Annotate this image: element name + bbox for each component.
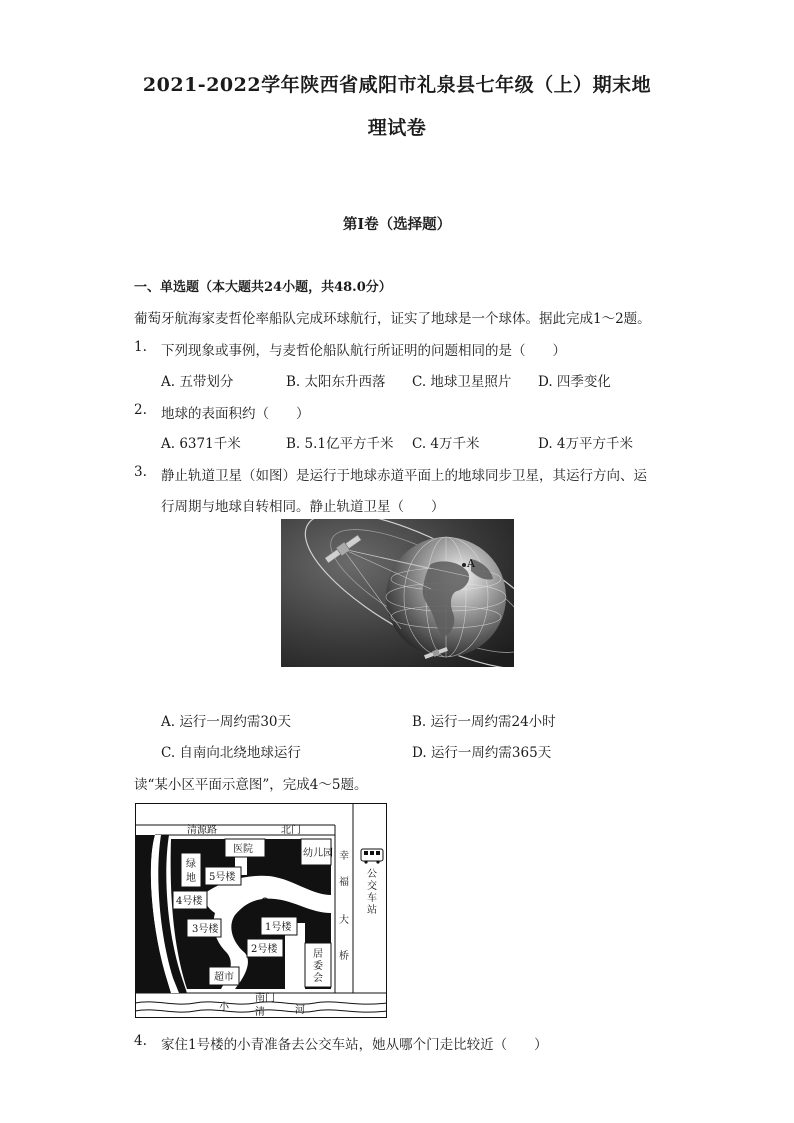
label-fountain: 中心喷泉 <box>245 883 285 894</box>
label-market: 超市 <box>214 972 234 983</box>
question-number: 3. <box>134 464 147 480</box>
label-committee-3: 会 <box>313 973 323 984</box>
option-d: D. 四季变化 <box>538 374 611 390</box>
exam-title-line1: 2021-2022学年陕西省咸阳市礼泉县七年级（上）期末地 <box>142 74 652 96</box>
label-qiao: 桥 <box>339 951 349 962</box>
bus-icon <box>361 849 383 864</box>
part-title: 第I卷（选择题） <box>342 216 452 233</box>
exam-title-line2: 理试卷 <box>367 117 427 139</box>
question-stem-line2: 行周期与地球自转相同。静止轨道卫星（ ） <box>161 499 445 515</box>
question-stem: 家住1号楼的小青准备去公交车站，她从哪个门走比较近（ ） <box>161 1037 548 1053</box>
label-bus-3: 车 <box>367 893 377 904</box>
label-south-gate: 南门 <box>255 993 275 1004</box>
residential-map-figure <box>135 803 387 1018</box>
label-kindergarten: 幼儿园 <box>303 848 333 859</box>
label-qingyuan-road: 清源路 <box>187 825 217 836</box>
label-green-2: 地 <box>186 873 196 884</box>
option-d: D. 4万平方千米 <box>538 436 634 452</box>
question-stem: 下列现象或事例，与麦哲伦船队航行所证明的问题相同的是（ ） <box>161 343 566 359</box>
label-north-gate: 北门 <box>281 825 301 836</box>
question-stem-line1: 静止轨道卫星（如图）是运行于地球赤道平面上的地球同步卫星，其运行方向、运 <box>161 468 647 484</box>
option-a: A. 运行一周约需30天 <box>161 714 292 730</box>
intro-text-2: 读“某小区平面示意图”，完成4～5题。 <box>134 777 368 793</box>
label-green-1: 绿 <box>186 859 196 870</box>
label-bus-2: 交 <box>367 881 377 892</box>
option-a: A. 五带划分 <box>161 374 234 390</box>
label-da: 大 <box>339 915 349 926</box>
label-committee-1: 居 <box>313 949 323 960</box>
label-bus-4: 站 <box>367 905 377 916</box>
label-xing: 幸 <box>339 851 349 862</box>
label-river-2: 清 <box>255 1007 265 1018</box>
point-a-label: A <box>467 557 475 570</box>
label-fu: 福 <box>339 877 349 888</box>
label-hospital: 医院 <box>233 844 253 855</box>
label-building-5: 5号楼 <box>209 872 236 883</box>
label-bus-1: 公 <box>367 869 377 880</box>
option-b: B. 运行一周约需24小时 <box>412 714 556 730</box>
question-number: 4. <box>134 1033 147 1049</box>
satellite-orbit-figure <box>281 519 514 667</box>
question-stem: 地球的表面积约（ ） <box>161 406 310 422</box>
option-b: B. 5.1亿平方千米 <box>286 436 394 452</box>
option-c: C. 4万千米 <box>412 436 480 452</box>
option-d: D. 运行一周约需365天 <box>412 745 552 761</box>
label-river-1: 小 <box>219 1002 229 1013</box>
label-building-1: 1号楼 <box>265 922 292 933</box>
option-c: C. 自南向北绕地球运行 <box>161 745 301 761</box>
label-building-4: 4号楼 <box>176 896 203 907</box>
label-east-gate: 东门 <box>309 899 329 910</box>
question-number: 2. <box>134 402 147 418</box>
question-number: 1. <box>134 339 147 355</box>
label-building-2: 2号楼 <box>251 944 278 955</box>
label-river-3: 河 <box>295 1005 305 1016</box>
intro-text-1: 葡萄牙航海家麦哲伦率船队完成环球航行，证实了地球是一个球体。据此完成1～2题。 <box>134 311 651 327</box>
label-building-3: 3号楼 <box>192 924 219 935</box>
section-heading: 一、单选题（本大题共24小题，共48.0分） <box>134 280 392 295</box>
option-c: C. 地球卫星照片 <box>412 374 512 390</box>
option-a: A. 6371千米 <box>161 436 241 452</box>
option-b: B. 太阳东升西落 <box>286 374 386 390</box>
label-committee-2: 委 <box>313 961 323 972</box>
